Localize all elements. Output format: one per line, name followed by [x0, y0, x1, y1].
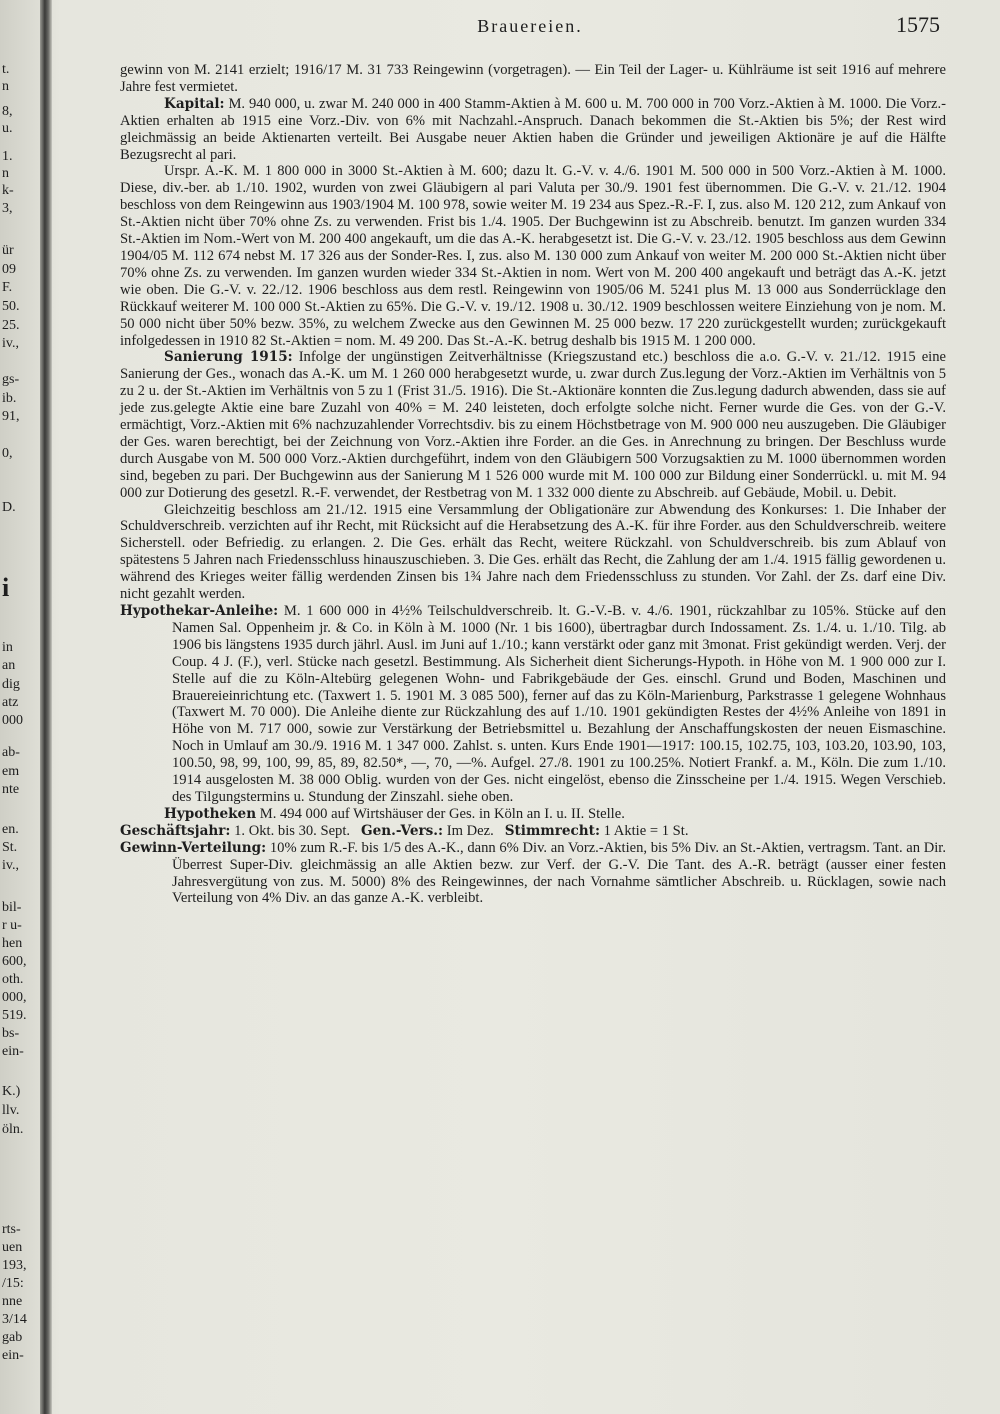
margin-fragment: r u- [2, 918, 22, 933]
margin-fragment: 193, [2, 1258, 27, 1273]
margin-fragment: an [2, 658, 16, 673]
paragraph-text: 1. Okt. bis 30. Sept. [234, 822, 351, 839]
margin-fragment: 600, [2, 954, 27, 969]
margin-fragment: bs- [2, 1026, 20, 1041]
section-label: Sanierung 1915: [164, 349, 293, 366]
paragraph-geschaeftsjahr [120, 823, 946, 840]
paragraph-text: M. 494 000 auf Wirtshäuser der Ges. in Köln an I. u. II. Stelle. [259, 805, 625, 822]
paragraph-hypothekar-anleihe [120, 603, 946, 806]
margin-fragment: llv. [2, 1103, 20, 1118]
section-label: Stimmrecht: [504, 822, 600, 839]
margin-fragment: 91, [2, 409, 20, 424]
margin-fragment: nne [2, 1294, 23, 1309]
adjacent-page-fragment [0, 0, 40, 1414]
section-label: Hypothekar-Anleihe: [120, 603, 279, 619]
margin-fragment: bil- [2, 900, 22, 915]
margin-fragment: em [2, 764, 20, 779]
page-title: Brauereien. [477, 16, 583, 36]
section-label: Hypotheken [164, 805, 257, 822]
margin-fragment: 3, [2, 201, 13, 216]
margin-fragment: ib. [2, 391, 17, 406]
margin-fragment: uen [2, 1240, 23, 1255]
margin-fragment: iv., [2, 336, 19, 351]
margin-fragment: u. [2, 121, 13, 136]
margin-fragment: n [2, 166, 9, 181]
paragraph-text: 1 Aktie = 1 St. [603, 822, 689, 839]
section-label: Kapital: [164, 95, 225, 112]
running-header [120, 12, 940, 42]
paragraph-text: Infolge der ungünstigen Zeitverhältnisse (Kriegszustand etc.) beschloss die a.o. G.-V. v. 21./12. 1915 eine Sanierung der Ges., wonach das A.-K. um M. 1 260 000 herabgesetzt wurde, u. zwar durch Zus.legung der Vorz.-Aktien im Verhältnis von 5 zu 2 u. der St.-Aktien im Verhältnis von 5 zu 1 (Frist 31./5. 1916). Die St.-Aktionäre konnten die Zus.legung dadurch abwenden, dass sie auf jede zus.gelegte Aktie eine bare Zuzahl von 40% = M. 240 leisteten, doch erfolgte solche nicht. Ferner wurde die Ges. von der G.-V. ermächtigt, Vorz.-Aktien mit 6% nachzuzahlender Vorrechtsdiv. bis zu einem Höchstbetrage von M. 900 000 neu auszugeben. Die Gläubiger der Ges. waren berechtigt, bei der Zeichnung von Vorz.-Aktien ihre Forder. an die Ges. in Anrechnung zu bringen. Der Beschluss wurde durch Ausgabe von M. 500 000 Vorz.-Aktien durchgeführt, indem von den Gläubigern 500 Vorzugsaktien zu M. 1000 übernommen worden sind, begeben zu pari. Der Buchgewinn aus der Sanierung M 1 526 000 wurde mit M. 100 000 zur Bildung einer Sonderrückl. u. mit M. 94 000 zur Dotierung des gesetzl. R.-F. verwendet, der Restbetrag von M. 1 332 000 diente zu Abschreib. auf Gebäude, Mobil. u. Debit. [120, 349, 946, 501]
margin-fragment: gs- [2, 372, 20, 387]
margin-fragment: /15: [2, 1276, 24, 1291]
paragraph-text: Urspr. A.-K. M. 1 800 000 in 3000 St.-Aktien à M. 600; dazu lt. G.-V. v. 4./6. 1901 M. 500 000 in 500 Vorz.-Aktien à M. 1000. Diese, div.-ber. ab 1./10. 1902, wurden von zwei Gläubigern al pari Valuta per 30./9. 1901 fest übernommen. Die G.-V. v. 21./12. 1904 beschloss von dem Reingewinn aus 1903/1904 M. 100 978, sowie weiter M. 19 234 aus Spez.-R.-F. I, zus. also M. 120 212, zum Ankauf von St.-Aktien nicht über 70% ohne Zs. zu verwenden. Frist bis 1./4. 1905. Der Buchgewinn ist zu Abschreib. benutzt. Im ganzen wurden 334 St.-Aktien im Nom.-Wert von M. 200 400 angekauft, um die das A.-K. herabgesetzt ist. Die G.-V. v. 23./12. 1905 beschloss aus dem Gewinn 1904/05 M. 112 674 nebst M. 17 326 aus der Sonder-Res. I, zus. also M. 130 000 zum Ankauf von weiter M. 200 000 St.-Aktien nicht über 70% ohne Zs. zu verwenden. Im ganzen wurden wieder 334 St.-Aktien in nom. Wert von M. 200 400 angekauft und beträgt das A.-K. jetzt wie oben. Die G.-V. v. 22./12. 1906 beschloss aus dem restl. Reingewinn von 1905/06 M. 5241 plus M. 13 000 aus Sonderrücklage den Rückkauf weiterer M. 100 000 St.-Aktien zu 65%. Die G.-V. v. 19./12. 1908 u. 30./12. 1909 beschlossen weitere Einziehung von je nom. M. 50 000 nicht über 50% bezw. 35%, zu welchem Zwecke aus den Gewinnen M. 25 000 bezw. 17 220 zurückgestellt wurden; zurückgekauft infolgedessen in 1910 82 St.-Aktien = nom. M. 49 200. Das St.-A.-K. betrug deshalb bis 1915 M. 1 200 000. [120, 163, 946, 349]
margin-fragment: atz [2, 695, 19, 710]
book-gutter [40, 0, 52, 1414]
margin-fragment: 25. [2, 318, 20, 333]
margin-fragment: St. [2, 840, 18, 855]
margin-fragment: t. [2, 62, 10, 77]
margin-fragment: oth. [2, 972, 24, 987]
margin-fragment: 519. [2, 1008, 27, 1023]
margin-fragment: K.) [2, 1084, 21, 1099]
paragraph-gewinn-verteilung [120, 840, 946, 908]
paragraph-text: 10% zum R.-F. bis 1/5 des A.-K., dann 6% Div. an Vorz.-Aktien, bis 5% Div. an St.-Aktien, vertragsm. Tant. an Dir. Überrest Super-Div. gleichmässig an alle Aktien bezw. zur Verf. der G.-V. Die Tant. des A.-R. beträgt (ausser einer festen Jahresvergütung von zus. M. 5000) 8% des Reingewinnes, der nach Vornahme sämtlicher Abschreib. u. Rücklagen, sowie nach Verteilung von 4% Div. an das ganze A.-K. verbleibt. [172, 839, 946, 907]
paragraph [120, 62, 946, 96]
margin-fragment: 000 [2, 713, 23, 728]
margin-fragment: öln. [2, 1122, 24, 1137]
section-label: Geschäftsjahr: [120, 822, 231, 839]
paragraph-kapital [120, 96, 946, 164]
section-label: Gewinn-Verteilung: [120, 839, 267, 856]
paragraph-text: Gleichzeitig beschloss am 21./12. 1915 eine Versammlung der Obligationäre zur Abwendung des Konkurses: 1. Die Inhaber der Schuldverschreib. verzichten auf ihr Recht, mit Rücksicht auf die Herabsetzung des A.-K. für ihre Forder. aus den Schuldverschreib. weitere Sicherstell. oder Befriedig. zu erlangen. 2. Die Ges. erhält das Recht, weitere Rückzahl. von Schuldverschreib. bis zum Ablauf von spätestens 5 Jahren nach Friedensschluss hinauszuschieben. 3. Die Ges. erhält das Recht, die Zahlung der am 1./4. 1915 fällig gewordenen u. während des Krieges weiter fällig werdenden Zinsen bis 1¾ Jahre nach dem Friedensschluss zu stunden. Vor Zahl. der Zs. darf eine Div. nicht gezahlt werden. [120, 501, 946, 603]
paragraph [120, 163, 946, 349]
margin-fragment: ein- [2, 1044, 24, 1059]
margin-fragment: 000, [2, 990, 27, 1005]
margin-fragment: n [2, 79, 9, 94]
section-label: Gen.-Vers.: [361, 822, 444, 839]
paragraph-hypotheken [120, 806, 946, 823]
margin-fragment: iv., [2, 858, 19, 873]
article-body [120, 62, 946, 907]
paragraph-text: gewinn von M. 2141 erzielt; 1916/17 M. 31 733 Reingewinn (vorgetragen). — Ein Teil der Lager- u. Kühlräume ist seit 1916 auf mehrere Jahre fest vermietet. [120, 62, 946, 95]
paragraph-text: Im Dez. [446, 822, 494, 839]
margin-fragment: D. [2, 500, 16, 515]
margin-fragment: ür [2, 243, 14, 258]
paragraph-text: M. 940 000, u. zwar M. 240 000 in 400 Stamm-Aktien à M. 600 u. M. 700 000 in 700 Vorz.-Aktien à M. 1000. Die Vorz.-Aktien erhalten ab 1915 eine Vorz.-Div. von 6% mit Nachzahl.-Anspruch. Danach bekommen die St.-Aktien bis 5%; der Rest wird gleichmässig an beide Aktienarten verteilt. Bei Ausgabe neuer Aktien haben die Gründer und jeweiligen Aktionäre je auf die Hälfte Bezugsrecht al pari. [120, 95, 946, 163]
margin-fragment: in [2, 640, 13, 655]
margin-fragment: ab- [2, 745, 20, 760]
margin-fragment: k- [2, 183, 14, 198]
margin-fragment: 09 [2, 262, 16, 277]
margin-fragment: dig [2, 677, 20, 692]
page-number: 1575 [896, 12, 940, 37]
paragraph [120, 502, 946, 603]
margin-fragment: nte [2, 782, 20, 797]
margin-fragment: F. [2, 280, 13, 295]
margin-fragment: i [2, 573, 10, 602]
margin-fragment: gab [2, 1330, 23, 1345]
paragraph-sanierung [120, 349, 946, 501]
margin-fragment: 50. [2, 299, 20, 314]
margin-fragment: rts- [2, 1222, 21, 1237]
margin-fragment: 8, [2, 104, 13, 119]
margin-fragment: 1. [2, 149, 13, 164]
margin-fragment: 0, [2, 446, 13, 461]
margin-fragment: ein- [2, 1348, 24, 1363]
margin-fragment: en. [2, 822, 19, 837]
margin-fragment: 3/14 [2, 1312, 27, 1327]
paragraph-text: M. 1 600 000 in 4½% Teilschuldverschreib. lt. G.-V.-B. v. 4./6. 1901, rückzahlbar zu 105%. Stücke auf den Namen Sal. Oppenheim jr. & Co. in Köln à M. 1000 (Nr. 1 bis 1600), übertragbar durch Indossament. Zs. 1./4. u. 1./10. Tilg. ab 1906 bis längstens 1935 durch jährl. Ausl. im Juni auf 1./10.; kann verstärkt oder ganz mit 3monat. Frist gekündigt werden. Verj. der Coup. 4 J. (F.), verl. Stücke nach gesetzl. Bestimmung. Als Sicherheit dient Sicherungs-Hypoth. in Höhe von M. 1 900 000 zur I. Stelle auf die zu Köln-Altebürg gelegenen Wohn- und Fabrikgebäude der Ges. einschl. Grund und Boden, Maschinen und Brauereieinrichtung etc. (Taxwert 1. 5. 1901 M. 3 085 500), ferner auf das zu Köln-Marienburg, Parkstrasse 1 gelegene Wohnhaus (Taxwert M. 70 000). Die Anleihe diente zur Rückzahlung des auf 1./10. 1901 gekündigten Restes der 4½% Anleihe von 1891 in Höhe von M. 717 000, sowie zur Verstärkung der Betriebsmittel u. Bezahlung der Anschaffungskosten der neuen Eismaschine. Noch in Umlauf am 30./9. 1916 M. 1 347 000. Zahlst. s. unten. Kurs Ende 1901—1917: 100.15, 102.75, 103, 103.20, 103.90, 103, 100.50, 98, 99, 100, 99, 85, 89, 82.50*, —, 70, —%. Aufgel. 27./8. 1901 zu 100.25%. Notiert Frankf. a. M., Köln. Die zum 1./10. 1914 ausgelosten M. 38 000 Oblig. wurden von der Ges. nicht eingelöst, ebenso die Zinsscheine per 1./4. 1915. Wegen Verschieb. des Tilgungstermins u. Stundung der Zinszahl. siehe oben. [172, 603, 946, 805]
margin-fragment: hen [2, 936, 23, 951]
